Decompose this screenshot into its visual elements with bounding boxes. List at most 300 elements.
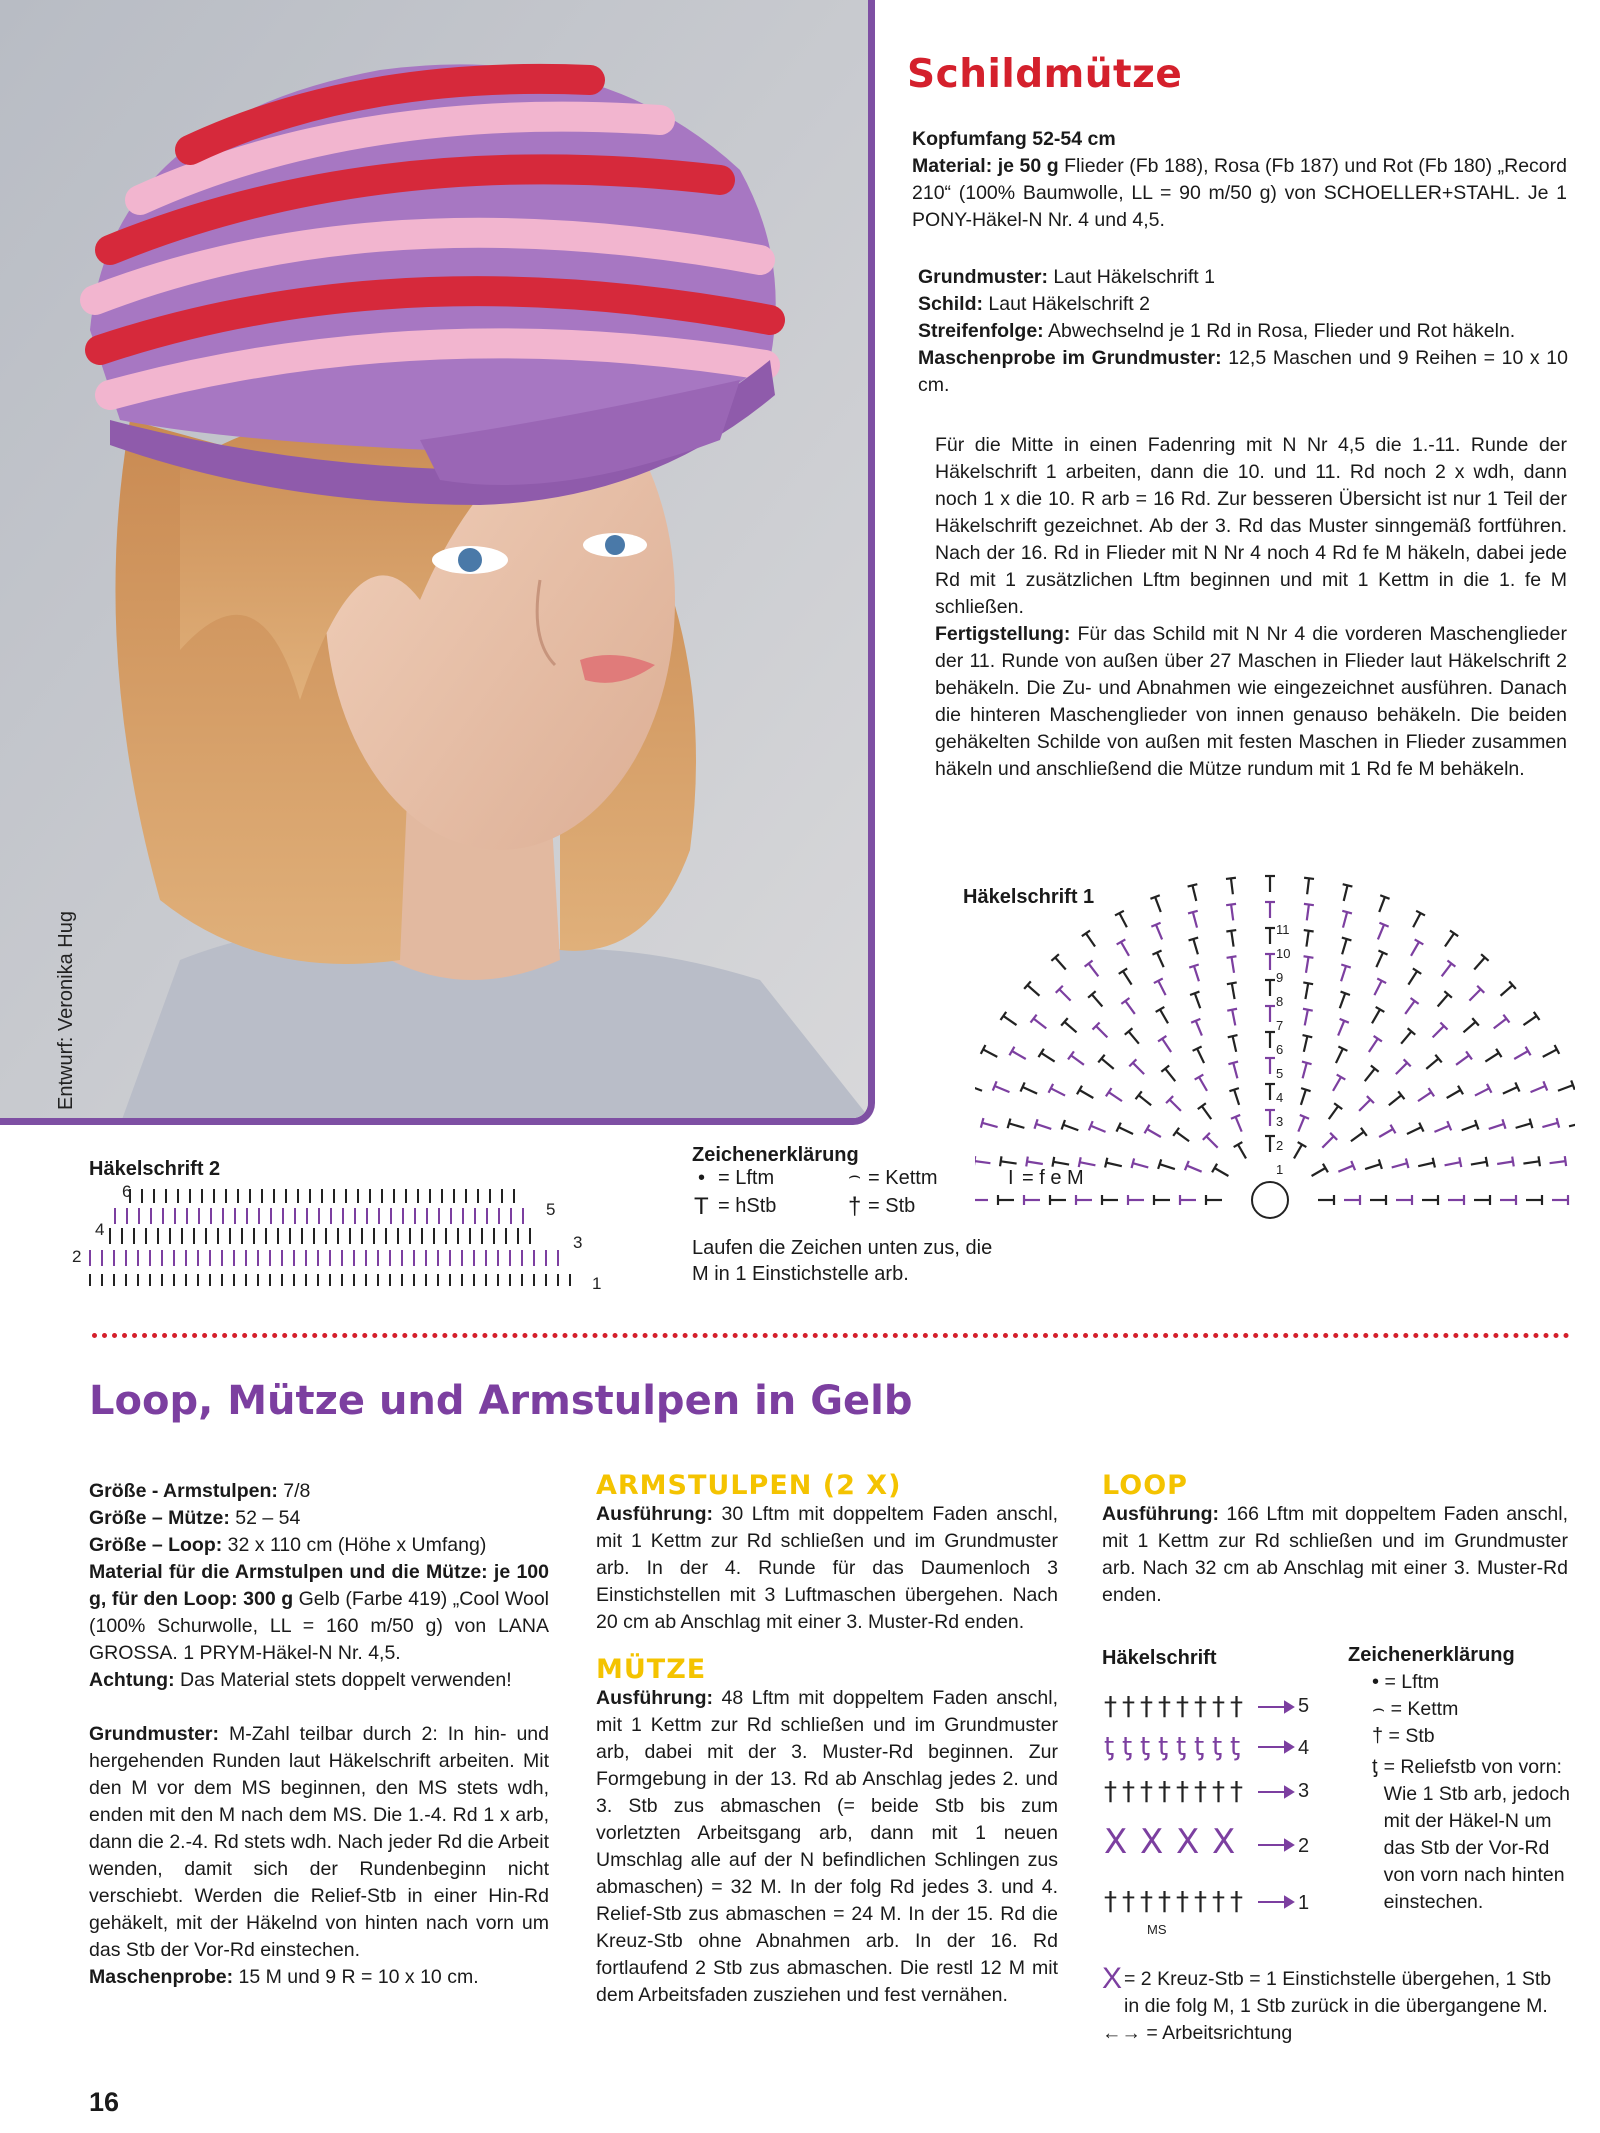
chart1-row-11: 11 <box>1276 922 1290 937</box>
chart1-stitch-bar <box>1459 1157 1461 1167</box>
article2-col1 <box>89 1478 549 1991</box>
chart1-stitch <box>1462 1125 1477 1130</box>
chart1-stitch <box>1418 1163 1434 1167</box>
chart1-stitch <box>1351 1132 1364 1141</box>
chart1-stitch <box>1231 931 1233 947</box>
chart1-stitch <box>1091 1126 1106 1132</box>
chart1-stitch <box>1485 1053 1498 1062</box>
article1-instructions <box>935 432 1567 783</box>
chart3-stitch: † <box>1194 1777 1207 1807</box>
chart1-stitch <box>1379 897 1385 912</box>
hat-label: Ausführung: <box>596 1687 713 1709</box>
chart1-stitch <box>1086 933 1095 946</box>
chart1-stitch <box>1333 1077 1341 1091</box>
chart1-stitch <box>1340 993 1345 1008</box>
chart2-row-2: 2 <box>72 1247 82 1266</box>
chart1-stitch <box>1160 1164 1175 1169</box>
chart1-stitch <box>1160 1009 1168 1023</box>
chart3-ms-label: MS <box>1147 1922 1167 1937</box>
chart1-stitch <box>1055 957 1066 969</box>
article1-title: Schildmütze <box>907 52 1183 97</box>
chart1-stitch <box>1359 1100 1370 1111</box>
page-number: 16 <box>89 2087 120 2117</box>
chart1-stitch <box>1503 1087 1518 1094</box>
chart1-stitch <box>1071 1055 1084 1064</box>
legend3-relief: = Reliefstb von vorn: Wie 1 Stb arb, jedoch mit der Häkel-N um das Stb der Vor-Rd von vorn nach hinten einstechen. <box>1383 1756 1570 1913</box>
legend3-lftm: = Lftm <box>1384 1671 1440 1693</box>
chart1-stitch <box>1238 1145 1246 1159</box>
chart1-stitch-bar <box>1303 982 1313 984</box>
chart1-stitch <box>1034 1019 1047 1029</box>
chart1-stitch <box>1199 1077 1207 1091</box>
chart1-stitch <box>1155 897 1161 912</box>
chart1-stitch-bar <box>1226 878 1236 879</box>
chart1-stitch <box>1009 1123 1024 1128</box>
chart1-stitch-bar <box>1539 1156 1540 1166</box>
chart1-stitch <box>1196 1021 1202 1036</box>
chart1-diagram <box>975 870 1575 1290</box>
size-loop-text: 32 x 110 cm (Höhe x Umfang) <box>222 1534 487 1556</box>
chart2-row-1: 1 <box>592 1274 602 1293</box>
chart1-stitch-bar <box>1343 884 1353 886</box>
chart3-stitch: † <box>1194 1692 1207 1722</box>
chart3-stitch: ƫ <box>1194 1732 1205 1762</box>
arm-text: 30 Lftm mit doppeltem Faden anschl, mit 1 Kettm zur Rd schließen und im Grundmuster arb. In der 4. Runde für das Daumenloch 3 Einstichstellen mit 3 Luftmaschen übergehen. Nach 20 cm ab Anschlag mit einer 3. Muster-Rd enden. <box>596 1503 1058 1633</box>
chart1-stitch <box>1192 885 1196 901</box>
chart1-stitch <box>1336 1049 1343 1063</box>
chart1-stitch <box>1329 1106 1338 1119</box>
pattern-label: Grundmuster: <box>918 266 1049 288</box>
chart1-stitch-bar <box>1304 904 1314 905</box>
legend1-note: Laufen die Zeichen unten zus, die M in 1 Einstichstelle arb. <box>692 1237 993 1285</box>
size-arm-label: Größe - Armstulpen: <box>89 1480 278 1502</box>
stripes-text: Abwechselnd je 1 Rd in Rosa, Flieder und Rot häkeln. <box>1043 320 1516 342</box>
legend3-kettm-symbol: ⌢ <box>1372 1698 1386 1720</box>
loop-text: 166 Lftm mit doppeltem Faden anschl, mit 1 Kettm zur Rd schließen und im Grundmuster arb. Nach 32 cm ab Anschlag mit einer 3. Muster-Rd enden. <box>1102 1503 1568 1606</box>
chart1-stitch <box>1569 1122 1575 1126</box>
chart1-stitch <box>1121 942 1129 956</box>
chart1-stitch <box>1392 1163 1407 1167</box>
chart1-stitch <box>1092 994 1102 1006</box>
chart3-stitch: ƫ <box>1230 1732 1241 1762</box>
chart2-row-5: 5 <box>546 1200 556 1219</box>
chart1-stitch <box>1475 1088 1489 1095</box>
gauge2-label: Maschenprobe: <box>89 1966 234 1988</box>
chart3-stitch: † <box>1212 1887 1225 1917</box>
chart1-stitch <box>1041 1053 1054 1062</box>
chart1-stitch <box>1162 1039 1171 1052</box>
chart1-row-7: 7 <box>1276 1018 1284 1033</box>
chart1-stitch <box>1497 1162 1513 1165</box>
chart3-stitch: ƫ <box>1140 1732 1151 1762</box>
instructions-text: Für die Mitte in einen Fadenring mit N Nr 4,5 die 1.-11. Runde der Häkelschrift 1 arbeiten, dann die 10. und 11. Rd noch 2 x wdh, dann noch 1 x die 10. R arb = 16 Rd. Zur besseren Übersicht ist nur 1 Teil der Häkelschrift gezeichnet. Ab der 3. Rd das Muster sinngemäß fortführen. Nach der 16. Rd in Flieder mit N Nr 4 noch 4 Rd fe M häkeln, dabei jede Rd mit 1 zusätzlichen Lftm beginnen und mit 1 Kettm in die 1. fe M schließen. <box>935 434 1567 618</box>
chart1-stitch <box>1193 939 1198 954</box>
chart1-stitch <box>1125 1001 1134 1014</box>
chart1-stitch <box>1405 1001 1414 1014</box>
legend1-block <box>692 1144 1084 1287</box>
chart1-stitch-bar <box>1450 931 1458 937</box>
chart1-stitch-bar <box>1379 1159 1382 1169</box>
chart3-row-5: 5 <box>1298 1695 1310 1717</box>
chart1-stitch <box>1550 1161 1566 1163</box>
photo-credit: Entwurf: Veronika Hug <box>55 911 77 1110</box>
size-arm-text: 7/8 <box>277 1480 311 1502</box>
chart1-stitch-bar <box>1342 911 1352 914</box>
chart1-stitch <box>1469 989 1480 1000</box>
chart1-stitch <box>1408 971 1417 984</box>
chart3-stitch: X <box>1176 1822 1200 1862</box>
chart1-stitch <box>1036 1124 1051 1129</box>
chart1-stitch <box>982 1123 997 1127</box>
chart3-row-3: 3 <box>1298 1780 1310 1802</box>
muetze-heading: MÜTZE <box>596 1654 707 1685</box>
chart1-stitch <box>995 1086 1010 1092</box>
pattern-text: Laut Häkelschrift 1 <box>1048 266 1215 288</box>
chart1-stitch <box>1064 1022 1076 1032</box>
chart1-stitch-bar <box>1158 1159 1161 1169</box>
chart1-stitch-bar <box>1034 1119 1037 1129</box>
chart1-stitch-bar <box>1227 956 1237 958</box>
chart1-stitch-bar <box>1052 1157 1054 1167</box>
chart1-stitch <box>1341 966 1346 981</box>
chart1-stitch <box>1343 912 1347 927</box>
chart1-row-8: 8 <box>1276 994 1284 1009</box>
chart1-stitch <box>1426 1059 1438 1069</box>
chart1-stitch <box>1306 931 1308 947</box>
chart1-stitch-bar <box>1341 964 1351 967</box>
gauge-text: 12,5 Maschen und 9 Reihen = 10 x 10 cm. <box>918 347 1568 396</box>
chart2-label: Häkelschrift 2 <box>89 1158 221 1180</box>
chart3-stitch: ƫ <box>1104 1732 1115 1762</box>
chart1-stitch <box>1023 1087 1038 1094</box>
chart1-stitch <box>1158 981 1165 995</box>
chart3-stitch: † <box>1122 1887 1135 1917</box>
legend3-cross-symbol: X <box>1102 1962 1123 1995</box>
size-hat-text: 52 – 54 <box>229 1507 301 1529</box>
chart3-stitch: ƫ <box>1212 1732 1223 1762</box>
chart3-stitch: † <box>1140 1777 1153 1807</box>
chart1-stitch <box>1369 1039 1378 1052</box>
chart3-stitch: † <box>1140 1887 1153 1917</box>
chart3-stitch: † <box>1104 1887 1117 1917</box>
chart1-stitch-bar <box>1008 1119 1011 1129</box>
legend3-block <box>1102 1642 1572 1916</box>
chart1-stitch <box>1109 1092 1122 1101</box>
chart1-stitch <box>1445 1162 1461 1165</box>
material-label: Material: je 50 g <box>912 155 1059 177</box>
chart1-stitch-bar <box>981 1118 984 1128</box>
chart1-stitch <box>1236 1117 1242 1132</box>
chart1-stitch-bar <box>1303 1035 1313 1037</box>
chart3-stitch: † <box>1104 1692 1117 1722</box>
chart1-stitch <box>1079 1090 1093 1098</box>
chart1-stitch <box>1119 913 1126 927</box>
chart1-stitch <box>1215 1168 1229 1176</box>
chart1-stitch <box>1344 885 1348 901</box>
chart1-stitch <box>1232 1010 1235 1026</box>
chart1-stitch <box>1338 1166 1353 1172</box>
legend-hstb-symbol: T <box>694 1193 709 1220</box>
chart1-stitch <box>1322 1136 1333 1147</box>
chart2-row-3: 3 <box>573 1233 583 1252</box>
chart1-stitch <box>1206 1136 1217 1147</box>
chart1-stitch <box>1378 925 1384 940</box>
chart1-stitch <box>1523 1161 1539 1163</box>
chart1-stitch <box>1197 1049 1204 1063</box>
chart1-stitch <box>1413 913 1420 927</box>
chart1-stitch-bar <box>1227 1009 1237 1011</box>
chart3-stitch: † <box>1104 1777 1117 1807</box>
chart1-stitch <box>1445 933 1454 946</box>
chart1-row-3: 3 <box>1276 1114 1284 1129</box>
chart1-label: Häkelschrift 1 <box>963 886 1095 908</box>
legend-stb-text: = Stb <box>868 1195 916 1217</box>
chart3-stitch: X <box>1212 1822 1236 1862</box>
chart1-stitch <box>1063 1125 1078 1130</box>
chart1-stitch-bar <box>1105 1158 1107 1168</box>
chart1-stitch <box>1147 1129 1161 1137</box>
chart1-stitch <box>1003 1016 1016 1025</box>
chart1-stitch <box>1157 953 1164 968</box>
chart1-stitch-bar <box>1001 1012 1007 1020</box>
chart1-stitch-bar <box>1557 1118 1560 1128</box>
chart3-stitch: † <box>1176 1777 1189 1807</box>
chart1-stitch <box>1053 1162 1069 1165</box>
chart1-stitch-bar <box>1406 1158 1409 1168</box>
chart1-stitch <box>1298 1117 1304 1132</box>
loop-label: Ausführung: <box>1102 1503 1219 1525</box>
chart3-stitch: † <box>1230 1692 1243 1722</box>
chart1-stitch-bar <box>1302 1062 1312 1065</box>
legend-hstb-text: = hStb <box>718 1195 777 1217</box>
section-divider <box>92 1333 1570 1338</box>
chart3-stitch: X <box>1104 1822 1128 1862</box>
chart1-stitch <box>1051 1088 1065 1095</box>
chart1-row-4: 4 <box>1276 1090 1284 1105</box>
chart1-stitch <box>1156 925 1162 940</box>
chart1-stitch <box>1202 1106 1211 1119</box>
chart1-stitch <box>1558 1085 1573 1091</box>
chart2-row-4: 4 <box>95 1220 105 1239</box>
chart1-stitch <box>1305 983 1308 999</box>
chart3-stitch: † <box>1140 1692 1153 1722</box>
chart1-stitch <box>1233 1063 1237 1078</box>
chart1-stitch <box>1379 1129 1393 1137</box>
shield-text: Laut Häkelschrift 2 <box>983 293 1150 315</box>
chart1-stitch <box>1106 1163 1122 1167</box>
finish-text: Für das Schild mit N Nr 4 die vorderen Maschenglieder der 11. Runde von außen über 27 Maschen in Flieder laut Häkelschrift 2 behäkeln. Die Zu- und Abnahmen wie eingezeichnet ausführen. Danach die hinteren Maschenglieder von innen genauso behäkeln. Die beiden gehäkelten Schilde von außen mit festen Maschen in Flieder zusammen häkeln und anschließend die Mütze rundum mit 1 Rd fe M behäkeln. <box>935 623 1567 780</box>
article2-title: Loop, Mütze und Armstulpen in Gelb <box>89 1378 913 1424</box>
chart1-stitch <box>1306 957 1309 973</box>
legend3-title: Zeichenerklärung <box>1348 1644 1515 1666</box>
chart1-stitch <box>1418 1092 1431 1101</box>
chart1-stitch <box>1365 1164 1380 1169</box>
chart1-stitch <box>1232 957 1235 973</box>
legend3-lftm-symbol: • <box>1372 1671 1380 1693</box>
chart1-stitch <box>1303 1063 1307 1078</box>
chart1-stitch-bar <box>1188 884 1198 886</box>
chart1-stitch <box>1463 1022 1475 1032</box>
material-text: Flieder (Fb 188), Rosa (Fb 187) und Rot (Fb 180) „Record 210“ (100% Baumwolle, LL = 90 m/50 g) von SCHOELLER+STAHL. Je 1 PONY-Häkel-N Nr. 4 und 4,5. <box>912 155 1567 231</box>
chart1-stitch <box>1365 1069 1375 1082</box>
finish-label: Fertigstellung: <box>935 623 1071 645</box>
chart3-stitch: ƫ <box>1122 1732 1133 1762</box>
chart1-stitch <box>1233 1036 1237 1052</box>
gauge-label: Maschenprobe im Grundmuster: <box>918 347 1222 369</box>
chart1-stitch <box>1170 1100 1181 1111</box>
armstulpen-heading: ARMSTULPEN (2 X) <box>596 1470 902 1501</box>
chart1-stitch <box>975 1085 982 1091</box>
chart1-stitch <box>1342 939 1347 954</box>
chart1-stitch-bar <box>1229 1088 1239 1091</box>
chart1-stitch-bar <box>1189 938 1199 941</box>
chart1-stitch <box>1133 1063 1144 1074</box>
chart3-stitch: † <box>1194 1887 1207 1917</box>
chart1-stitch-bar <box>1433 1158 1435 1168</box>
chart1-stitch <box>1096 1026 1107 1037</box>
chart1-stitch <box>1232 983 1235 999</box>
chart1-stitch <box>1231 905 1233 921</box>
chart1-stitch <box>1401 1031 1411 1043</box>
size-loop-label: Größe – Loop: <box>89 1534 223 1556</box>
legend3-kettm: = Kettm <box>1390 1698 1459 1720</box>
article1-pattern-block <box>918 264 1568 399</box>
chart1-stitch <box>1396 1063 1407 1074</box>
photo-illustration <box>0 0 875 1125</box>
chart3-stitch: † <box>1122 1777 1135 1807</box>
legend-kettm-text: = Kettm <box>868 1167 938 1189</box>
legend-stb-symbol: † <box>848 1193 862 1220</box>
chart1-stitch <box>1139 1095 1152 1105</box>
article2-col3 <box>1102 1472 1568 1609</box>
article1-materials <box>912 126 1567 234</box>
chart1-stitch-bar <box>1301 1088 1311 1091</box>
chart1-stitch-bar <box>1079 1157 1081 1167</box>
chart1-stitch <box>1080 1162 1096 1165</box>
chart3-stitch: † <box>1212 1777 1225 1807</box>
chart3-stitch: ƫ <box>1158 1732 1169 1762</box>
chart1-stitch-bar <box>1188 911 1198 914</box>
chart1-stitch <box>1438 994 1448 1006</box>
chart1-stitch <box>1434 1126 1449 1132</box>
chart1-stitch <box>1176 1132 1189 1141</box>
chart1-center-ring <box>1252 1182 1288 1218</box>
chart3-stitch: † <box>1158 1777 1171 1807</box>
chart1-stitch <box>1231 878 1233 894</box>
legend3-cross: = 2 Kreuz-Stb = 1 Einstichstelle übergehen, 1 Stb in die folg M, 1 Stb zurück in die übergangene M. <box>1124 1968 1552 2017</box>
hat-text: 48 Lftm mit doppeltem Faden anschl, mit 1 Kettm zur Rd schließen und im Grundmuster arb, dabei mit der 3. Muster-Rd beginnen. Zur Formgebung in der 13. Rd ab Anschlag jedes 2. und 3. Stb zus abmaschen (= beide Stb bis zum vorletzten Arbeitsgang arb, dann mit 1 neuen Umschlag alle auf der N befindlichen Schlingen zus abmaschen) = 32 M. In der folg Rd jedes 3. und 4. Relief-Stb zus abmaschen = 24 M. In der 15. Rd die Kreuz-Stb ohne Abnahmen arb. In der 16. Rd fortlaufend 2 Stb zus abmaschen. Die restl 12 M mit dem Arbeitsfaden zusziehen und fest vernähen. <box>596 1687 1058 2006</box>
chart1-stitch <box>1294 1145 1302 1159</box>
hat-photo <box>0 0 875 1125</box>
chart1-stitch-bar <box>1227 982 1237 984</box>
chart1-stitch <box>1514 1051 1528 1059</box>
chart3-stitch: † <box>1230 1777 1243 1807</box>
gauge2-text: 15 M und 9 R = 10 x 10 cm. <box>233 1966 479 1988</box>
chart1-stitch-bar <box>1226 904 1236 905</box>
chart3-row-1: 1 <box>1298 1892 1310 1914</box>
chart1-row-6: 6 <box>1276 1042 1284 1057</box>
chart1-stitch <box>1234 1090 1239 1105</box>
chart1-stitch <box>1442 964 1452 977</box>
chart1-row-9: 9 <box>1276 970 1284 985</box>
chart1-stitch <box>1027 985 1039 996</box>
chart3-stitch: † <box>1158 1887 1171 1917</box>
chart1-stitch <box>1119 1127 1133 1134</box>
chart1-stitch <box>1304 1036 1308 1052</box>
chart1-stitch-bar <box>1304 956 1314 958</box>
chart1-stitch <box>1471 1162 1487 1165</box>
legend-lftm-text: = Lftm <box>718 1167 775 1189</box>
chart1-stitch-bar <box>1304 930 1314 931</box>
head-size: Kopfumfang 52-54 cm <box>912 128 1116 150</box>
chart1-stitch <box>1133 1163 1148 1167</box>
chart1-stitch <box>1372 1009 1380 1023</box>
chart1-stitch-bar <box>1534 1012 1540 1020</box>
legend3-stb: = Stb <box>1388 1725 1435 1747</box>
chart3-stitch: ƫ <box>1176 1732 1187 1762</box>
legend1-title: Zeichenerklärung <box>692 1144 859 1166</box>
chart1-stitch <box>1489 1124 1504 1129</box>
chart1-stitch-bar <box>1502 1119 1505 1129</box>
legend-lftm-symbol: • <box>698 1167 706 1189</box>
chart1-stitch <box>1456 1055 1469 1064</box>
legend3-bottom <box>1102 1962 1572 2047</box>
chart1-stitch <box>1187 1166 1202 1172</box>
chart1-stitch <box>1101 1059 1113 1069</box>
chart3-row-4: 4 <box>1298 1737 1310 1759</box>
chart1-stitch <box>1301 1090 1306 1105</box>
chart1-stitch <box>1338 1021 1344 1036</box>
material2-label: Material für die Armstulpen und die Mütze: je 100 g, für den Loop: 300 g <box>89 1561 549 1610</box>
chart1-stitch <box>983 1049 997 1056</box>
legend3-direction: = Arbeitsrichtung <box>1146 2022 1293 2044</box>
chart1-row-10: 10 <box>1276 946 1291 961</box>
legend-fem-text: = f e M <box>1022 1167 1084 1189</box>
chart1-stitch-bar <box>1565 1156 1566 1166</box>
chart1-stitch-bar <box>1304 878 1314 879</box>
shield-label: Schild: <box>918 293 984 315</box>
chart1-stitch <box>1376 953 1383 968</box>
chart1-stitch <box>1411 942 1419 956</box>
size-hat-label: Größe – Mütze: <box>89 1507 230 1529</box>
material2-text: Gelb (Farbe 419) „Cool Wool (100% Schurwolle, LL = 160 m/50 g) von LANA GROSSA. 1 PRYM-Häkel-N Nr. 4,5. <box>89 1588 549 1664</box>
chart1-stitch <box>1305 1010 1308 1026</box>
chart1-stitch-bar <box>1342 938 1352 941</box>
chart3-label: Häkelschrift <box>1102 1647 1217 1669</box>
chart1-stitch <box>1165 1069 1175 1082</box>
chart1-stitch <box>1494 1019 1507 1029</box>
chart1-stitch <box>1543 1049 1557 1056</box>
chart1-stitch-bar <box>1486 1157 1488 1167</box>
chart1-stitch <box>1059 989 1070 1000</box>
arm-label: Ausführung: <box>596 1503 713 1525</box>
stripes-label: Streifenfolge: <box>918 320 1044 342</box>
chart3-stitch: † <box>1176 1692 1189 1722</box>
chart1-stitch <box>1407 1127 1421 1134</box>
chart1-stitch <box>1374 981 1381 995</box>
chart1-stitch <box>1501 985 1513 996</box>
chart1-stitch <box>1129 1031 1139 1043</box>
chart1-row-2: 2 <box>1276 1138 1284 1153</box>
chart1-stitch <box>1389 1095 1402 1105</box>
legend3-relief-symbol: ƫ <box>1372 1756 1378 1778</box>
pattern2-label: Grundmuster: <box>89 1723 220 1745</box>
legend-kettm-symbol: ⌢ <box>848 1165 862 1187</box>
chart1-stitch-bar <box>1228 1062 1238 1065</box>
chart1-stitch-bar <box>1303 1009 1313 1011</box>
chart1-stitch-bar <box>1228 1035 1238 1037</box>
chart1-stitch-bar <box>1189 964 1199 967</box>
